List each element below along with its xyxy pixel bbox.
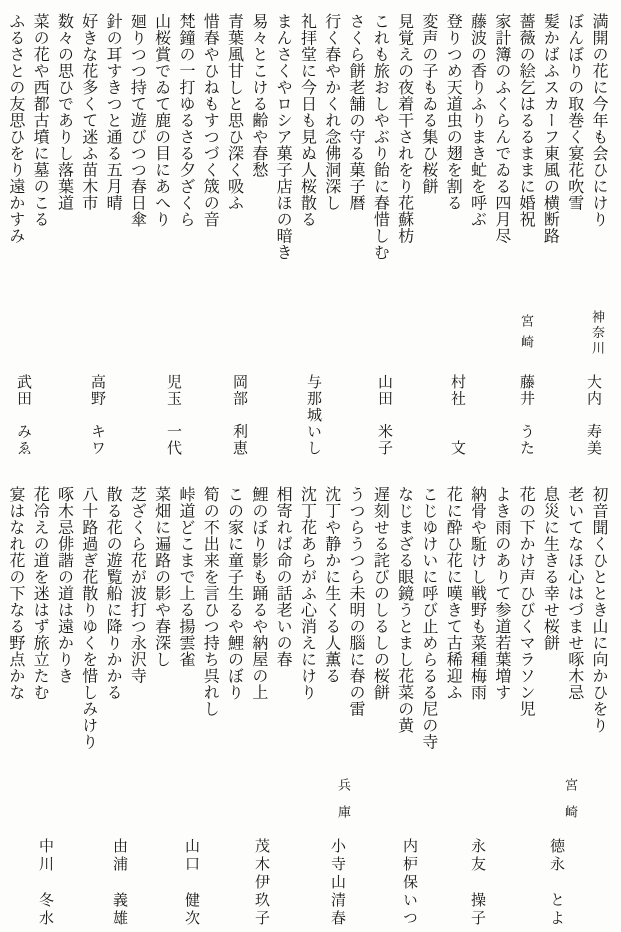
poem-column: 八十路過ぎ花散りゆくを惜しみけり xyxy=(79,486,99,750)
prefecture-label: 宮崎 xyxy=(518,314,533,356)
poem-column: 山桜賞でゐて鹿の目にあへり xyxy=(152,13,172,228)
poem-column: 筍の不出来を言ひつ持ち呉れし xyxy=(201,486,221,717)
poem-column: 納骨や駈けし戦野も菜種梅雨 xyxy=(468,486,488,701)
poem-column: 登りつめ天道虫の翅を割る xyxy=(444,13,464,211)
poem-column: 家計簿のふくらんでゐる四月尽 xyxy=(492,13,512,244)
poem-column: さくら餅老舗の守る菓子暦 xyxy=(347,13,367,211)
poem-column: 青葉風甘しと思ひ深く吸ふ xyxy=(225,13,245,211)
poem-column: 遅刻せる詫びのしるしの桜餅 xyxy=(371,486,391,701)
poem-column: 菜畑に遍路の影や春深し xyxy=(152,486,172,668)
poem-column: 薔薇の絵乞はるるままに婚祝 xyxy=(517,13,537,228)
prefecture-label: 宮崎 xyxy=(562,778,577,832)
author-name: 山口 健次 xyxy=(183,838,201,928)
poem-column: まんさくやロシア菓子店ほの暗き xyxy=(274,13,294,261)
poem-column: 沈丁花あらがふ心消えにけり xyxy=(298,486,318,701)
poem-column: 梵鐘の一打ゆるさる夕ざくら xyxy=(176,13,196,228)
poem-column: 見覚えの夜着干されをり花蘇枋 xyxy=(395,13,415,244)
poem-column: 満開の花に今年も会ひにけり xyxy=(590,13,609,228)
author-name: 武田 みゑ xyxy=(15,374,33,457)
poem-column: なじまざる眼鏡うとまし花菜の黄 xyxy=(395,486,415,734)
prefecture-label: 神奈川 xyxy=(589,310,604,357)
poem-column: 散る花の遊覧船に降りかかる xyxy=(104,486,124,701)
poem-column: この家に童子生るや鯉のぼり xyxy=(225,486,245,701)
prefecture-label: 兵庫 xyxy=(335,778,350,832)
poem-column: 沈丁や静かに生くる人薫る xyxy=(322,486,342,684)
poem-column: 針の耳すきつと通る五月晴 xyxy=(104,13,124,211)
poem-column: 藤波の香りふりまき虻を呼ぶ xyxy=(468,13,488,228)
poem-column: 息災に生きる幸せ桜餅 xyxy=(541,486,561,651)
poem-column: 易々とこける齢や春愁 xyxy=(249,13,269,178)
poem-column: 数々の思ひでありし落葉道 xyxy=(55,13,75,211)
poem-column: 花冷えの道を迷はず旅立たむ xyxy=(31,486,51,701)
poem-column: 礼拝堂に今日も見ぬ人桜散る xyxy=(298,13,318,228)
author-name: 徳永 とよ xyxy=(548,838,566,928)
poem-column: 初音聞くひととき山に向かひをり xyxy=(590,486,609,734)
poem-column: 菜の花や西都古墳に墓のこる xyxy=(31,13,51,228)
poem-column: 芝ざくら花が波打つ永沢寺 xyxy=(128,486,148,684)
poem-column: 惜春やひねもすつづく筬の音 xyxy=(201,13,221,228)
author-name: 与那城いし xyxy=(305,374,323,457)
poem-column: よき雨のありて参道若葉増す xyxy=(492,486,512,701)
poem-column: ぼんぼりの取巻く宴花吹雪 xyxy=(565,13,585,211)
author-name: 茂木伊玖子 xyxy=(253,838,271,928)
poem-column: 峠道どこまで上る揚雲雀 xyxy=(176,486,196,668)
author-name: 藤井 うた xyxy=(518,374,536,457)
poem-column: 髪かばふスカーフ東風の横断路 xyxy=(541,13,561,244)
author-name: 大内 寿美 xyxy=(585,374,603,457)
author-name: 中川 冬水 xyxy=(37,838,55,928)
poem-column: 老いてなほ心はづませ啄木忌 xyxy=(565,486,585,701)
author-name: 内枦保いつ xyxy=(401,838,419,928)
author-name: 児玉 一代 xyxy=(165,374,183,457)
poem-column: 花の下かけ声ひびくマラソン児 xyxy=(517,486,537,717)
poem-column: 啄木忌俳諧の道は遠かりき xyxy=(55,486,75,684)
author-name: 永友 操子 xyxy=(469,838,487,928)
poem-column: 行く春やかくれ念佛洞深し xyxy=(322,13,342,211)
poem-column: 花に酔ひ花に嘆きて古稀迎ふ xyxy=(444,486,464,701)
author-name: 高野 キワ xyxy=(89,374,107,457)
author-name: 岡部 利恵 xyxy=(231,374,249,457)
poem-column: これも旅おしやぶり飴に春惜しむ xyxy=(371,13,391,261)
lower-poems-block xyxy=(4,486,611,788)
poem-column: 好きな花多くて迷ふ苗木市 xyxy=(79,13,99,211)
author-name: 由浦 義雄 xyxy=(111,838,129,928)
poem-column: 相寄れば命の話老いの春 xyxy=(274,486,294,668)
poem-column: こじゆけいに呼び止めらるる尼の寺 xyxy=(419,486,439,750)
poem-column: ふるさとの友思ひをり遠かすみ xyxy=(6,13,26,244)
upper-poems-block xyxy=(4,13,611,303)
poem-column: 変声の子もゐる集ひ桜餅 xyxy=(419,13,439,195)
author-name: 村社 文 xyxy=(449,374,467,457)
poem-column: 宴はなれ花の下なる野点かな xyxy=(6,486,26,701)
poem-column: 鯉のぼり影も踊るや納屋の上 xyxy=(249,486,269,701)
author-name: 山田 米子 xyxy=(376,374,394,457)
author-name: 小寺山清春 xyxy=(329,838,347,928)
poem-column: うつらうつら未明の腦に春の雷 xyxy=(347,486,367,717)
poem-column: 廻りつつ持て遊びつつ春日傘 xyxy=(128,13,148,228)
